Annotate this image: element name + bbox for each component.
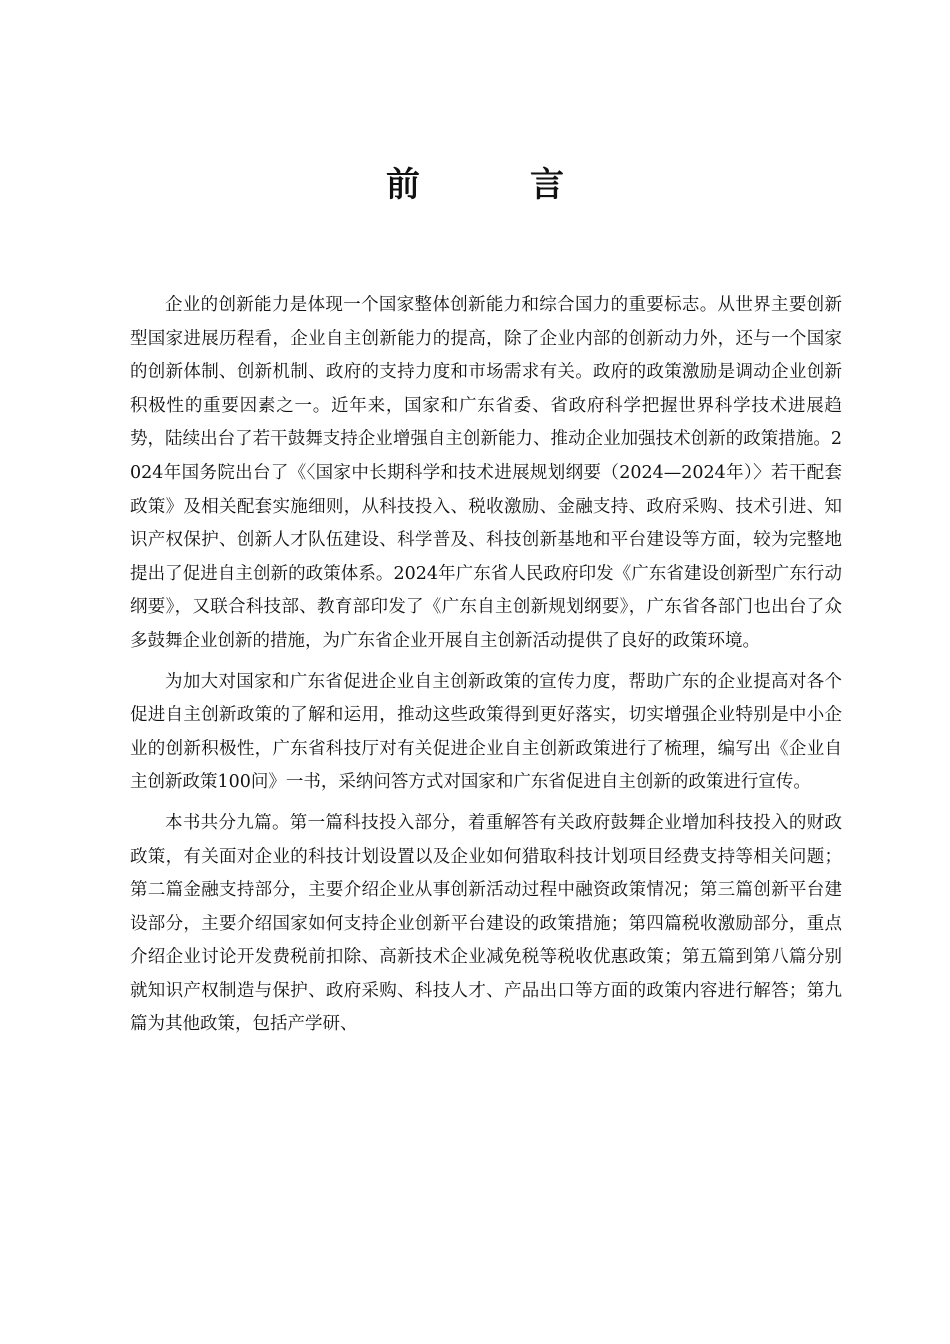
- document-body: [130, 289, 842, 1049]
- paragraph-3: 本书共分九篇。第一篇科技投入部分，着重解答有关政府鼓舞企业增加科技投入的财政政策，有关面对企业的科技计划设置以及企业如何猎取科技计划项目经费支持等相关问题；第二篇金融支持部分，主要介绍企业从事创新活动过程中融资政策情况；第三篇创新平台建设部分，主要介绍国家如何支持企业创新平台建设的政策措施；第四篇税收激励部分，重点介绍企业讨论开发费税前扣除、高新技术企业减免税等税收优惠政策；第五篇到第八篇分别就知识产权制造与保护、政府采购、科技人才、产品出口等方面的政策内容进行解答；第九篇为其他政策，包括产学研、: [130, 812, 842, 1035]
- paragraph-1: 企业的创新能力是体现一个国家整体创新能力和综合国力的重要标志。从世界主要创新型国家进展历程看，企业自主创新能力的提高，除了企业内部的创新动力外，还与一个国家的创新体制、创新机制、政府的支持力度和市场需求有关。政府的政策激励是调动企业创新积极性的重要因素之一。近年来，国家和广东省委、省政府科学把握世界科学技术进展趋势，陆续出台了若干鼓舞支持企业增强自主创新能力、推动企业加强技术创新的政策措施。2024年国务院出台了《〈国家中长期科学和技术进展规划纲要（2024—2024年）〉若干配套政策》及相关配套实施细则，从科技投入、税收激励、金融支持、政府采购、技术引进、知识产权保护、创新人才队伍建设、科学普及、科技创新基地和平台建设等方面，较为完整地提出了促进自主创新的政策体系。2024年广东省人民政府印发《广东省建设创新型广东行动纲要》，又联合科技部、教育部印发了《广东自主创新规划纲要》，广东省各部门也出台了众多鼓舞企业创新的措施，为广东省企业开展自主创新活动提供了良好的政策环境。: [130, 295, 842, 651]
- paragraph-2: 为加大对国家和广东省促进企业自主创新政策的宣传力度，帮助广东的企业提高对各个促进自主创新政策的了解和运用，推动这些政策得到更好落实，切实增强企业特别是中小企业的创新积极性，广东省科技厅对有关促进企业自主创新政策进行了梳理，编写出《企业自主创新政策100问》一书，采纳问答方式对国家和广东省促进自主创新的政策进行宣传。: [130, 671, 842, 793]
- page-title: 前 言: [386, 165, 602, 205]
